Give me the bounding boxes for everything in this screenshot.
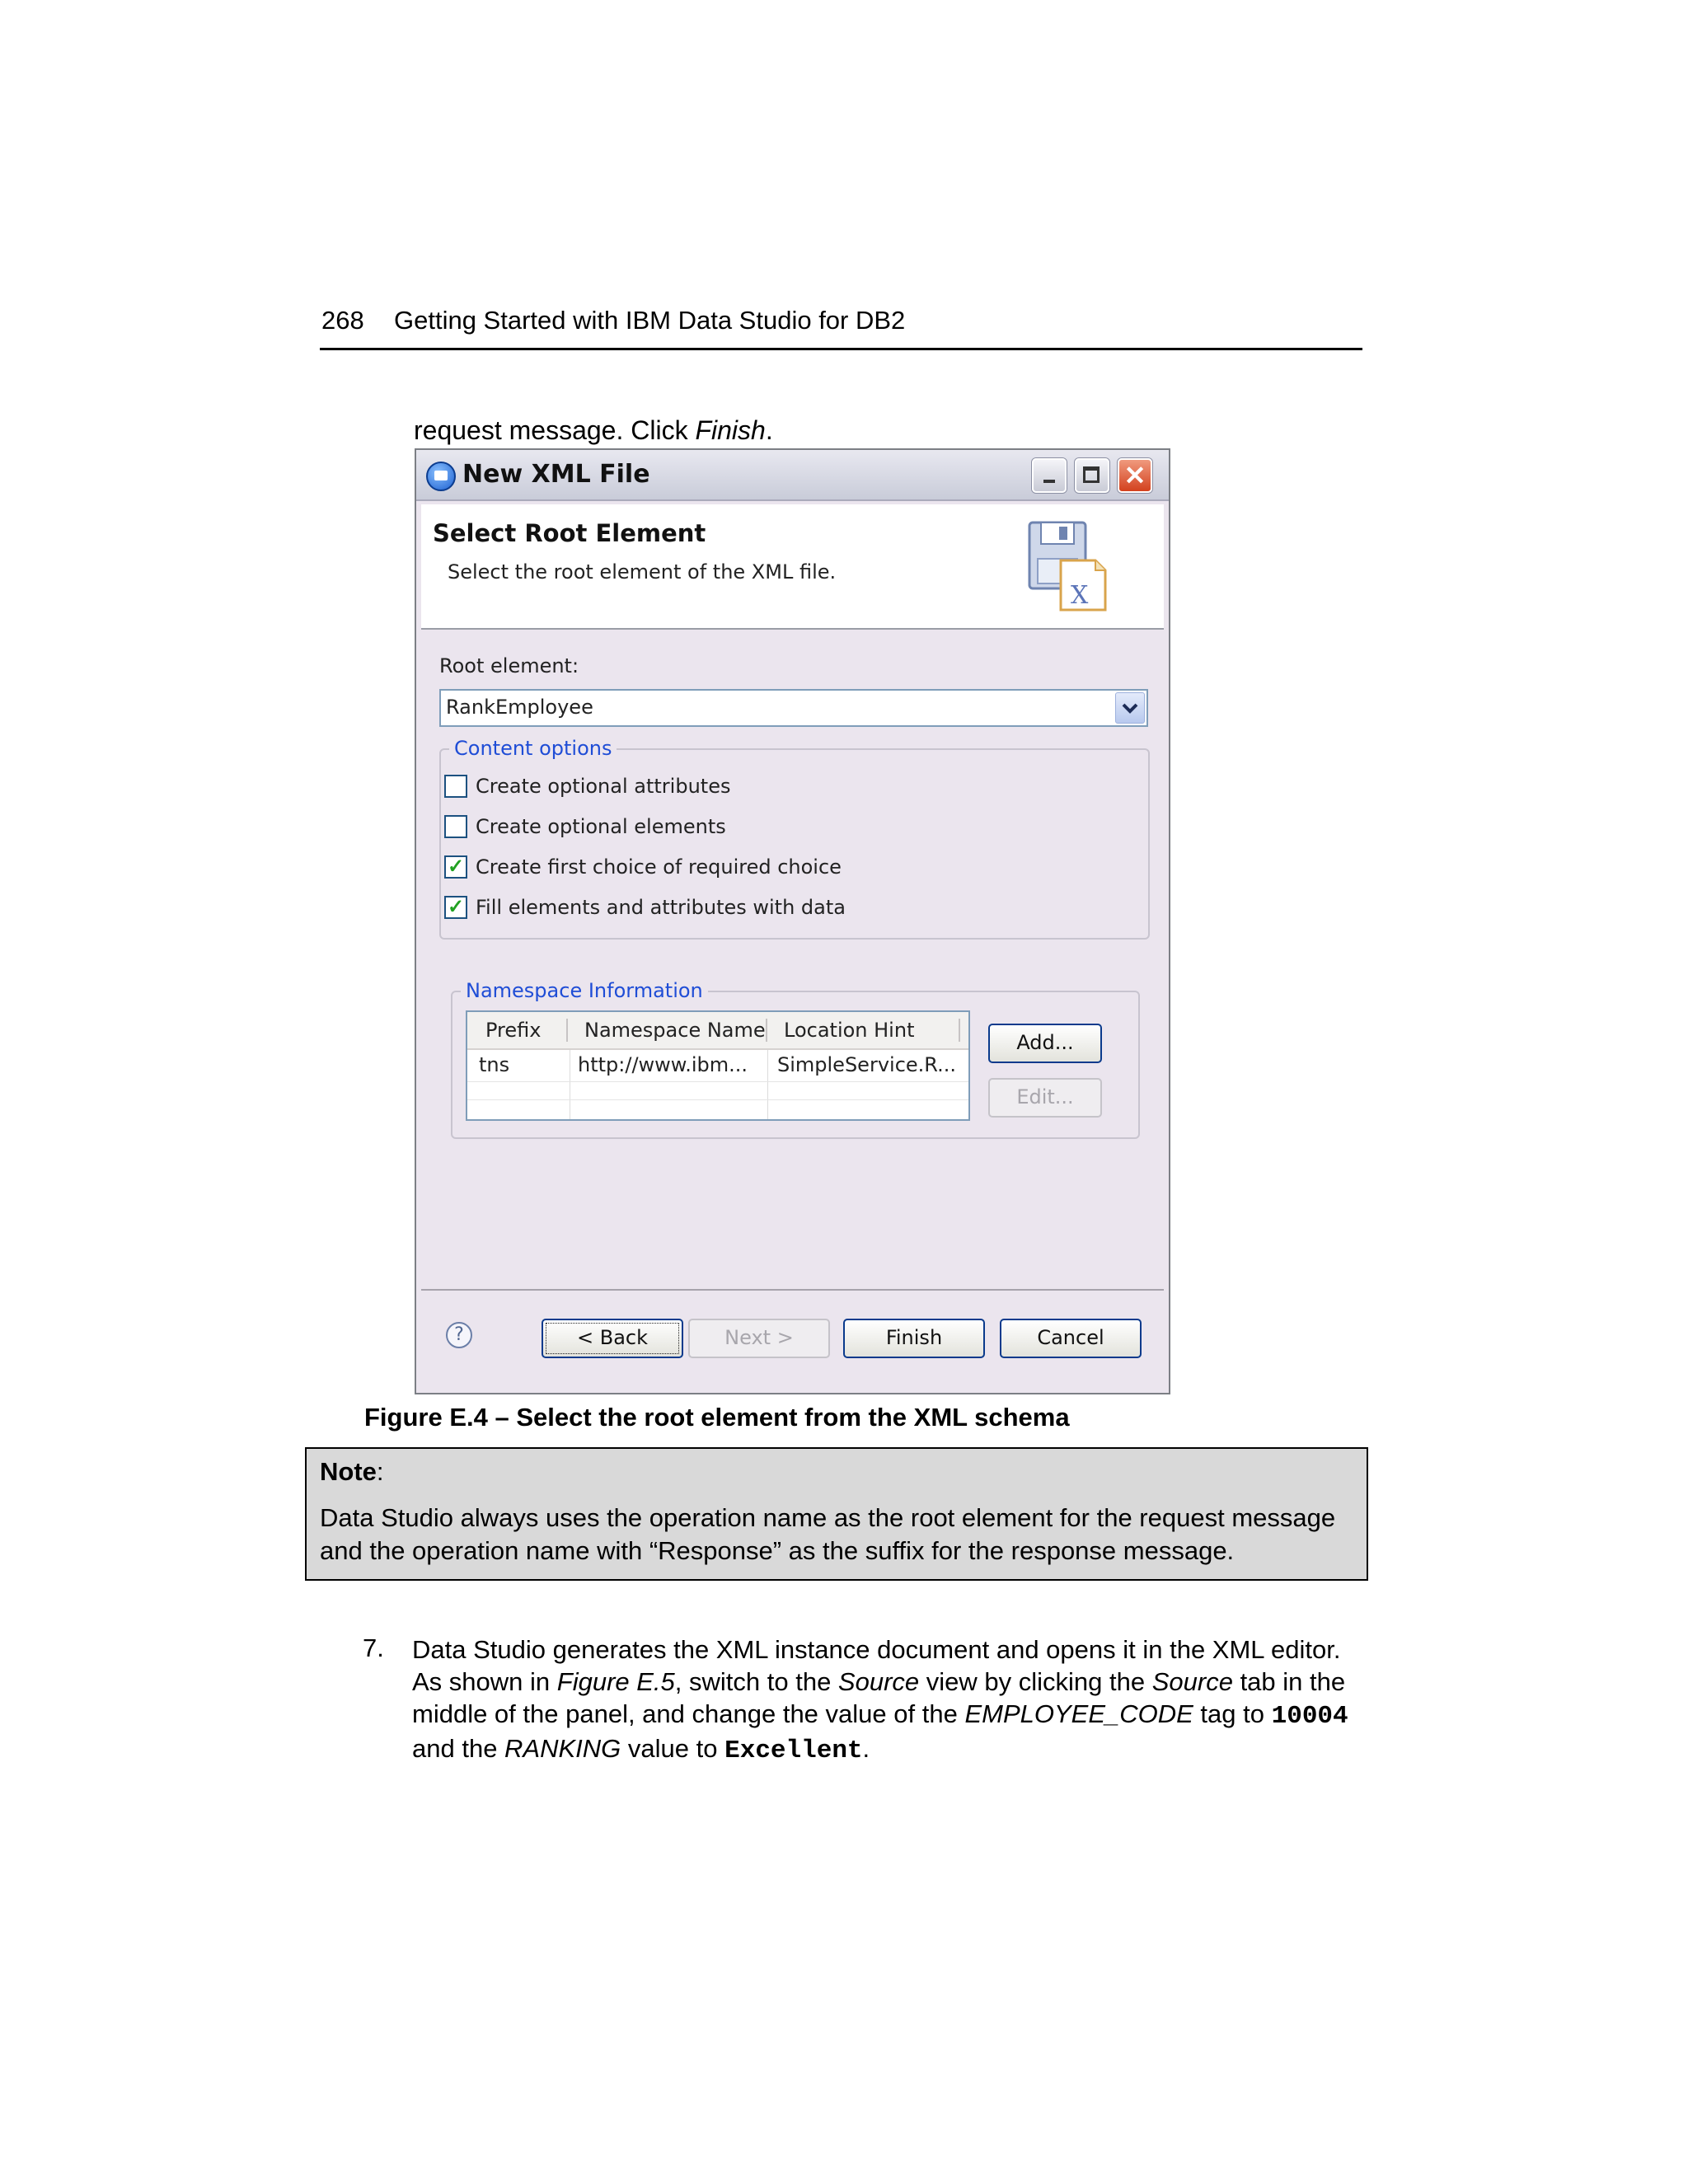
close-icon: ✕	[1123, 461, 1146, 490]
note-title-colon: :	[376, 1457, 384, 1486]
note-title-text: Note	[320, 1457, 377, 1486]
finish-button[interactable]	[843, 1319, 985, 1358]
fill-data-checkbox[interactable]	[444, 896, 467, 919]
finish-button-label: Finish	[885, 1326, 943, 1349]
step-text-part: tab in the middle of the panel, and change the value of the	[412, 1667, 1346, 1728]
table-cell-prefix[interactable]: tns	[479, 1053, 510, 1076]
page-number: 268	[321, 306, 364, 335]
table-cell-location[interactable]: SimpleService.R...	[777, 1053, 956, 1076]
namespace-table[interactable]	[466, 1010, 970, 1121]
dialog-titlebar[interactable]	[416, 450, 1169, 501]
back-button[interactable]	[542, 1319, 683, 1358]
step-text-part: Data Studio generates the XML instance document and opens it in the XML editor. As shown in	[412, 1635, 1341, 1696]
cell-separator	[767, 1050, 768, 1119]
dialog-title: New XML File	[462, 460, 650, 489]
fill-data-label: Fill elements and attributes with data	[476, 896, 846, 919]
chevron-down-icon	[1116, 693, 1144, 723]
step-code-ranking: Excellent	[724, 1736, 863, 1765]
lead-text-emph: Finish	[695, 415, 766, 445]
xml-file-wizard-icon	[1023, 518, 1114, 616]
step-emph-employee-code: EMPLOYEE_CODE	[964, 1699, 1193, 1728]
step-text-part: value to	[621, 1734, 725, 1763]
figure-caption: Figure E.4 – Select the root element from the XML schema	[364, 1403, 1070, 1432]
footer-divider	[421, 1289, 1164, 1291]
minimize-button[interactable]	[1032, 458, 1067, 493]
column-header-location-hint[interactable]: Location Hint	[784, 1019, 915, 1042]
lead-text-main: request message. Click	[414, 415, 696, 445]
help-icon[interactable]: ?	[446, 1322, 472, 1348]
svg-text:X: X	[1071, 581, 1089, 610]
note-box	[305, 1447, 1368, 1581]
next-button[interactable]	[688, 1319, 830, 1358]
step-emph-source-tab: Source	[1151, 1667, 1233, 1696]
column-separator	[959, 1019, 960, 1042]
step-number: 7.	[363, 1633, 384, 1662]
step-text-part: , switch to the	[674, 1667, 838, 1696]
wizard-banner	[421, 504, 1164, 630]
next-button-label: Next >	[724, 1326, 794, 1349]
eclipse-app-icon	[426, 462, 456, 491]
column-header-namespace-name[interactable]: Namespace Name	[584, 1019, 766, 1042]
namespace-info-legend: Namespace Information	[461, 979, 708, 1002]
step-code-value: 10004	[1271, 1702, 1348, 1731]
checkmark-icon: ✓	[447, 855, 465, 878]
row-divider	[467, 1081, 968, 1082]
checkmark-icon: ✓	[447, 896, 465, 918]
back-button-label: < Back	[576, 1326, 648, 1349]
running-title: Getting Started with IBM Data Studio for DB2	[394, 306, 906, 335]
lead-text	[414, 415, 773, 446]
close-button[interactable]	[1118, 458, 1152, 493]
first-choice-checkbox[interactable]	[444, 855, 467, 879]
root-element-combo[interactable]	[439, 689, 1148, 727]
lead-text-end: .	[765, 415, 773, 445]
note-body: Data Studio always uses the operation name as the root element for the request message and the operation name with “Response” as the suffix for the response message.	[320, 1503, 1336, 1565]
add-button[interactable]: Add...	[988, 1024, 1102, 1063]
combo-dropdown-button[interactable]	[1115, 692, 1145, 724]
maximize-button[interactable]	[1075, 458, 1109, 493]
page-header	[320, 302, 1362, 350]
banner-subtitle: Select the root element of the XML file.	[448, 560, 837, 583]
cancel-button[interactable]	[1000, 1319, 1142, 1358]
step-text	[412, 1633, 1368, 1767]
note-title	[320, 1457, 384, 1487]
optional-attributes-label: Create optional attributes	[476, 775, 731, 798]
content-options-legend: Content options	[449, 737, 617, 760]
new-xml-file-dialog	[415, 448, 1170, 1394]
step-emph-ranking: RANKING	[504, 1734, 621, 1763]
column-header-prefix[interactable]: Prefix	[485, 1019, 542, 1042]
table-cell-namespace[interactable]: http://www.ibm...	[578, 1053, 748, 1076]
column-separator	[766, 1019, 767, 1042]
table-header	[467, 1012, 968, 1050]
root-element-label: Root element:	[439, 654, 579, 677]
cancel-button-label: Cancel	[1037, 1326, 1104, 1349]
optional-elements-label: Create optional elements	[476, 815, 726, 838]
optional-elements-checkbox[interactable]	[444, 815, 467, 838]
step-emph-source: Source	[837, 1667, 920, 1696]
optional-attributes-checkbox[interactable]	[444, 775, 467, 798]
row-divider	[467, 1099, 968, 1100]
banner-title: Select Root Element	[433, 519, 706, 547]
root-element-value: RankEmployee	[446, 696, 593, 719]
column-separator	[566, 1019, 568, 1042]
step-text-part: .	[862, 1734, 870, 1763]
first-choice-label: Create first choice of required choice	[476, 855, 842, 879]
step-text-part: and the	[412, 1734, 505, 1763]
edit-button[interactable]: Edit...	[988, 1078, 1102, 1118]
step-text-part: tag to	[1193, 1699, 1272, 1728]
step-emph-figure: Figure E.5	[556, 1667, 675, 1696]
step-text-part: view by clicking the	[919, 1667, 1152, 1696]
